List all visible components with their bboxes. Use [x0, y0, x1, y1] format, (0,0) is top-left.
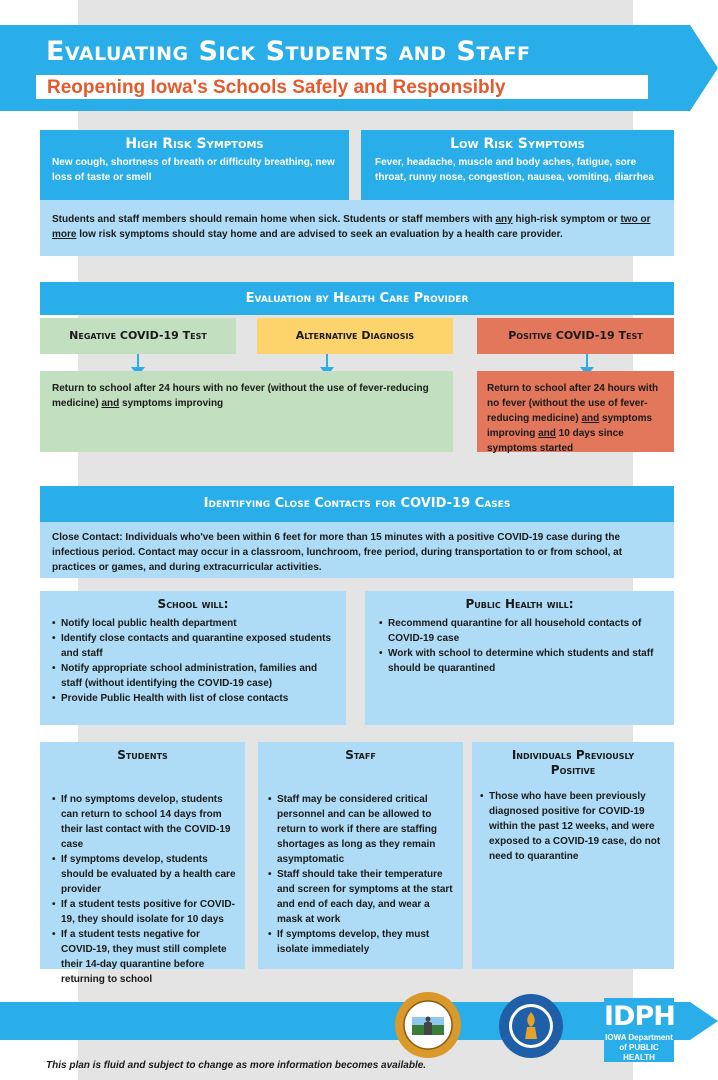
list-item: • Identify close contacts and quarantine exposed students and staff — [52, 631, 336, 661]
list-item: • Recommend quarantine for all household contacts of COVID-19 case — [379, 616, 660, 646]
arrow-negative — [137, 354, 139, 368]
department-of-education-logo — [498, 993, 564, 1059]
footnote: This plan is fluid and subject to change as more information becomes available. — [46, 1060, 427, 1071]
list-item: • Notify local public health department — [52, 616, 336, 631]
students-box — [40, 742, 245, 985]
page-title: Evaluating Sick Students and Staff — [46, 36, 531, 67]
stay-home-text: Students and staff members should remain home when sick. Students or staff members with any high-risk symptom or two or more low risk symptoms should stay home and are advised to seek an evaluation by a health care provider. — [52, 214, 651, 240]
school-will-list — [40, 611, 346, 706]
previously-positive-list — [472, 778, 674, 864]
positive-result-text: Return to school after 24 hours with no fever (without the use of fever-reducing medicine) and symptoms improving and 10 days since symptoms started — [487, 383, 659, 454]
idph-logo-line1: IOWA Department — [605, 1033, 673, 1042]
negative-result-box — [40, 371, 453, 452]
close-contact-definition: Close Contact: Individuals who've been within 6 feet for more than 15 minutes with a positive COVID-19 case during the infectious period. Contact may occur in a classroom, lunchroom, free period, during transportation to or from school, at practices or games, and during extracurricular activities. — [52, 532, 623, 573]
arrow-alternative — [326, 354, 328, 368]
negative-result-text: Return to school after 24 hours with no fever (without the use of fever-reducing medicine) and symptoms improving — [52, 383, 429, 409]
students-title: Students — [117, 748, 168, 762]
public-health-will-list — [365, 611, 674, 676]
stay-home-box — [40, 200, 674, 256]
list-item: • If symptoms develop, students should be evaluated by a health care provider — [52, 852, 237, 897]
idph-logo-line2: of PUBLIC HEALTH — [619, 1043, 659, 1062]
close-contacts-header: Identifying Close Contacts for COVID-19 Cases — [40, 486, 674, 522]
positive-test-label: Positive COVID-19 Test — [477, 318, 674, 354]
list-item: • Those who have been previously diagnosed positive for COVID-19 within the past 12 weeks, and were exposed to a COVID-19 case, do not need to quarantine — [480, 789, 666, 864]
high-risk-text: New cough, shortness of breath or difficulty breathing, new loss of taste or smell — [52, 157, 335, 183]
staff-title: Staff — [345, 748, 376, 762]
list-item: • If a student tests negative for COVID-19, they must still complete their 14-day quarantine before returning to school — [52, 927, 237, 987]
alternative-diagnosis-label: Alternative Diagnosis — [257, 318, 453, 354]
close-contact-definition-box — [40, 522, 674, 578]
low-risk-text: Fever, headache, muscle and body aches, fatigue, sore throat, runny nose, congestion, nausea, vomiting, diarrhea — [375, 157, 654, 183]
students-list — [40, 762, 245, 987]
idph-logo — [604, 998, 674, 1062]
two-or-more-emphasis: two or more — [52, 214, 651, 240]
idph-logo-mark: IDPH — [604, 1001, 675, 1032]
positive-result-box — [477, 371, 674, 452]
low-risk-title: Low Risk Symptoms — [450, 136, 585, 152]
list-item: • If no symptoms develop, students can return to school 14 days from their last contact with the COVID-19 case — [52, 792, 237, 852]
list-item: • If symptoms develop, they must isolate immediately — [268, 927, 455, 957]
school-will-box — [40, 591, 346, 725]
page-subtitle: Reopening Iowa's Schools Safely and Responsibly — [47, 77, 506, 98]
list-item: • Notify appropriate school administration, families and staff (without identifying the COVID-19 case) — [52, 661, 336, 691]
high-risk-title: High Risk Symptoms — [125, 136, 264, 152]
school-will-title: School will: — [157, 597, 229, 611]
list-item: • Staff should take their temperature and screen for symptoms at the start and end of each day, and wear a mask at work — [268, 867, 455, 927]
high-risk-box — [40, 130, 349, 200]
list-item: • Staff may be considered critical personnel and can be allowed to return to work if there are staffing shortages as long as they remain asymptomatic — [268, 792, 455, 867]
list-item: • If a student tests positive for COVID-19, they should isolate for 10 days — [52, 897, 237, 927]
public-health-will-box — [365, 591, 674, 725]
evaluation-header: Evaluation by Health Care Provider — [40, 282, 674, 315]
list-item: • Provide Public Health with list of close contacts — [52, 691, 336, 706]
staff-box — [258, 742, 463, 969]
iowa-seal-logo — [394, 991, 462, 1059]
public-health-will-title: Public Health will: — [465, 597, 574, 611]
staff-list — [258, 762, 463, 957]
low-risk-box — [361, 130, 674, 200]
arrow-positive — [586, 354, 588, 368]
previously-positive-box — [472, 742, 674, 969]
any-emphasis: any — [495, 214, 513, 225]
negative-test-label: Negative COVID-19 Test — [40, 318, 236, 354]
list-item: • Work with school to determine which students and staff should be quarantined — [379, 646, 660, 676]
previously-positive-title: Individuals Previously Positive — [511, 748, 635, 777]
